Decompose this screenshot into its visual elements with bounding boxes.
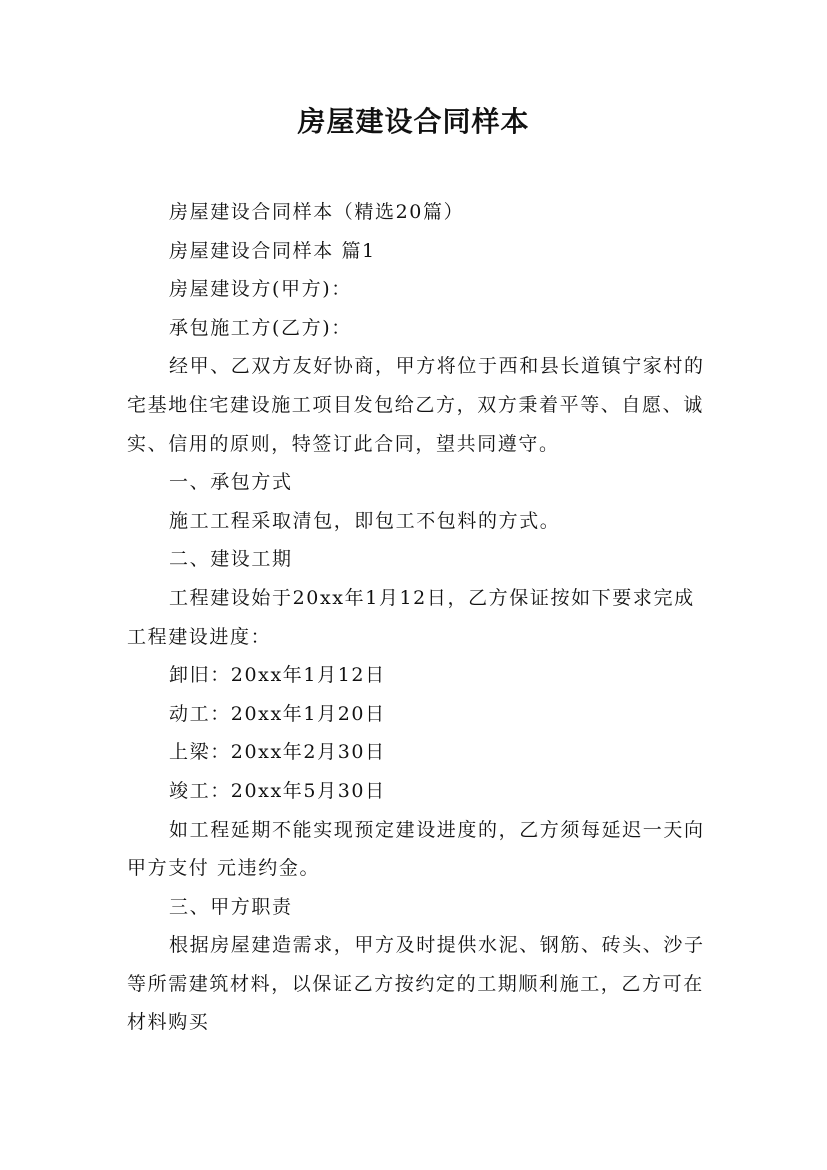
section-heading: 一、承包方式	[169, 471, 293, 494]
schedule-item: 动工：20xx年1月20日	[169, 702, 386, 725]
paragraph: 房屋建设合同样本（精选20篇）	[169, 201, 465, 223]
paragraph: 施工工程采取清包，即包工不包料的方式。	[169, 509, 561, 532]
paragraph: 如工程延期不能实现预定建设进度的，乙方须每延迟一天向甲方支付 元违约金。	[127, 818, 705, 880]
document-title: 房屋建设合同样本	[297, 105, 530, 138]
section-heading: 三、甲方职责	[169, 895, 293, 918]
schedule-item: 上梁：20xx年2月30日	[169, 741, 386, 764]
document-body	[127, 193, 707, 1042]
paragraph: 根据房屋建造需求，甲方及时提供水泥、钢筋、砖头、沙子等所需建筑材料，以保证乙方按约定的工期顺利施工，乙方可在材料购买	[127, 934, 705, 1034]
paragraph: 承包施工方(乙方)：	[169, 316, 352, 339]
section-heading: 二、建设工期	[169, 548, 293, 571]
paragraph: 房屋建设合同样本 篇1	[169, 239, 376, 262]
paragraph: 经甲、乙双方友好协商，甲方将位于西和县长道镇宁家村的宅基地住宅建设施工项目发包给乙方，双方秉着平等、自愿、诚实、信用的原则，特签订此合同，望共同遵守。	[127, 355, 705, 455]
paragraph: 工程建设始于20xx年1月12日，乙方保证按如下要求完成工程建设进度：	[127, 586, 695, 648]
schedule-item: 卸旧：20xx年1月12日	[169, 664, 386, 687]
paragraph: 房屋建设方(甲方)：	[169, 278, 352, 301]
schedule-item: 竣工：20xx年5月30日	[169, 779, 386, 802]
